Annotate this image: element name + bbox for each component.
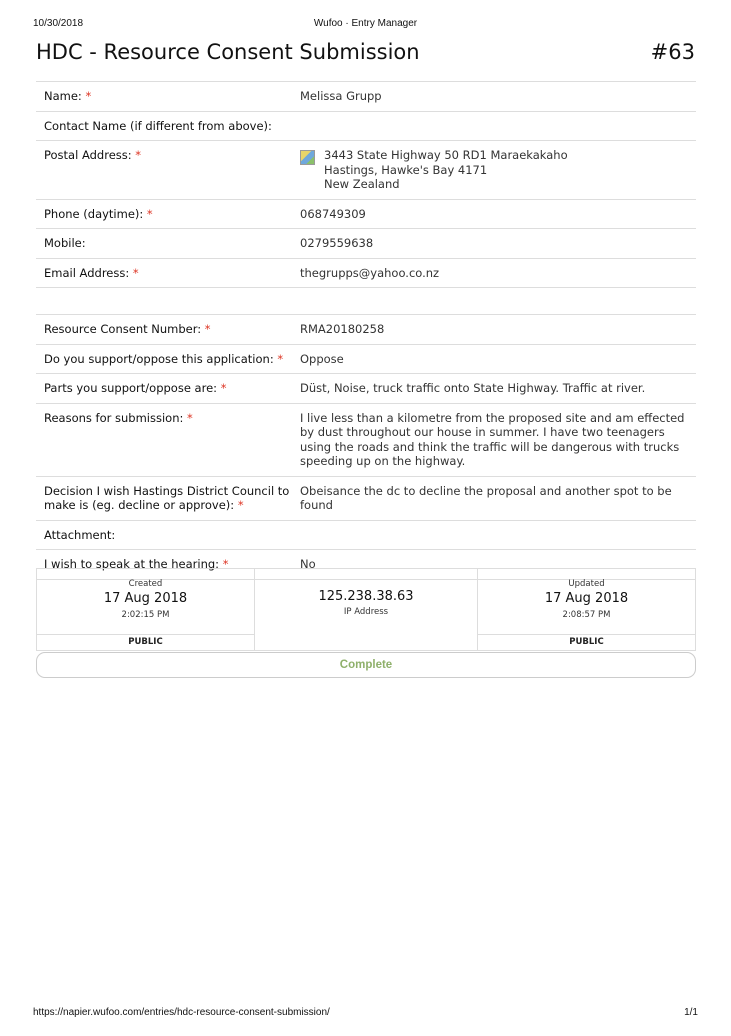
field-label: Do you support/oppose this application: [44, 351, 274, 366]
field-row-phone [36, 199, 696, 229]
field-value-phone: 068749309 [300, 206, 366, 221]
required-mark: * [222, 557, 229, 571]
created-caption: Created [128, 579, 163, 589]
field-row-reasons [36, 403, 696, 476]
field-label: Decision I wish Hastings District Council to make is (eg. decline or approve): [44, 483, 290, 512]
field-value-postal-address [292, 141, 696, 199]
entry-number: #63 [650, 40, 695, 64]
field-row-postal-address [36, 140, 696, 199]
updated-info [478, 569, 695, 650]
ip-info [255, 569, 478, 650]
updated-time: 2:08:57 PM [562, 610, 611, 620]
page-title: HDC - Resource Consent Submission [36, 40, 420, 64]
field-value-reasons: I live less than a kilometre from the proposed site and am effected by dust throughout our house in summer. I have two teenagers using the roads and think the traffic will be dangerous with trucks speeding up on the highway. [300, 410, 685, 468]
created-visibility: PUBLIC [37, 634, 254, 650]
field-label: Postal Address: [44, 148, 132, 162]
ip-address: 125.238.38.63 [318, 589, 414, 604]
field-row-mobile [36, 228, 696, 258]
print-title: Wufoo · Entry Manager [313, 18, 418, 29]
field-value-decision: Obeisance the dc to decline the proposal and another spot to be found [300, 483, 672, 512]
created-info [37, 569, 255, 650]
field-value-speak: No [300, 557, 316, 571]
field-value-mobile: 0279559638 [300, 236, 374, 250]
required-mark: * [132, 265, 139, 280]
address-line-1: 3443 State Highway 50 RD1 Maraekakaho [324, 148, 568, 162]
field-label: Reasons for submission: [44, 410, 184, 425]
required-mark: * [220, 381, 227, 395]
updated-visibility: PUBLIC [478, 634, 695, 650]
field-row-consent-number [36, 314, 696, 344]
required-mark: * [135, 148, 142, 162]
field-row-email [36, 258, 696, 288]
field-label: Name: [44, 89, 82, 103]
field-row-contact-name [36, 111, 696, 141]
required-mark: * [237, 498, 244, 512]
required-mark: * [85, 89, 92, 103]
required-mark: * [187, 410, 193, 425]
field-label: Parts you support/oppose are: [44, 381, 218, 395]
field-label: Attachment: [44, 527, 116, 542]
field-label: Email Address: [44, 265, 130, 280]
entry-meta [36, 568, 696, 651]
field-row-attachment [36, 520, 696, 550]
created-date: 17 Aug 2018 [103, 591, 188, 606]
updated-date: 17 Aug 2018 [544, 591, 629, 606]
section-divider [36, 287, 696, 314]
field-label: I wish to speak at the hearing: [44, 557, 220, 571]
field-value-support-oppose: Oppose [300, 351, 344, 366]
field-label: Phone (daytime): [44, 206, 144, 221]
field-row-decision [36, 476, 696, 520]
required-mark: * [146, 206, 153, 221]
field-row-name [36, 81, 696, 111]
created-time: 2:02:15 PM [121, 610, 170, 620]
email-link[interactable]: thegrupps@yahoo.co.nz [300, 265, 440, 280]
field-row-parts [36, 373, 696, 403]
field-label: Mobile: [44, 236, 86, 250]
print-url: https://napier.wufoo.com/entries/hdc-resource-consent-submission/ [33, 1007, 330, 1018]
status-badge[interactable]: Complete [36, 652, 696, 678]
address-line-2: Hastings, Hawke's Bay 4171 [324, 162, 488, 177]
field-value-name: Melissa Grupp [300, 89, 382, 103]
field-value-consent-number: RMA20180258 [300, 322, 385, 336]
updated-caption: Updated [568, 579, 605, 589]
print-header [0, 18, 731, 32]
required-mark: * [277, 351, 284, 366]
field-label: Contact Name (if different from above): [44, 118, 272, 133]
map-icon[interactable] [300, 150, 315, 165]
required-mark: * [204, 322, 211, 336]
field-value-parts: Düst, Noise, truck traffic onto State Highway. Traffic at river. [300, 381, 646, 395]
entry-table [36, 81, 696, 580]
address-line-3: New Zealand [324, 177, 400, 191]
page-number: 1/1 [684, 1007, 698, 1018]
print-date: 10/30/2018 [33, 18, 84, 29]
field-row-support-oppose [36, 344, 696, 374]
ip-caption: IP Address [343, 607, 389, 617]
field-label: Resource Consent Number: [44, 322, 202, 336]
